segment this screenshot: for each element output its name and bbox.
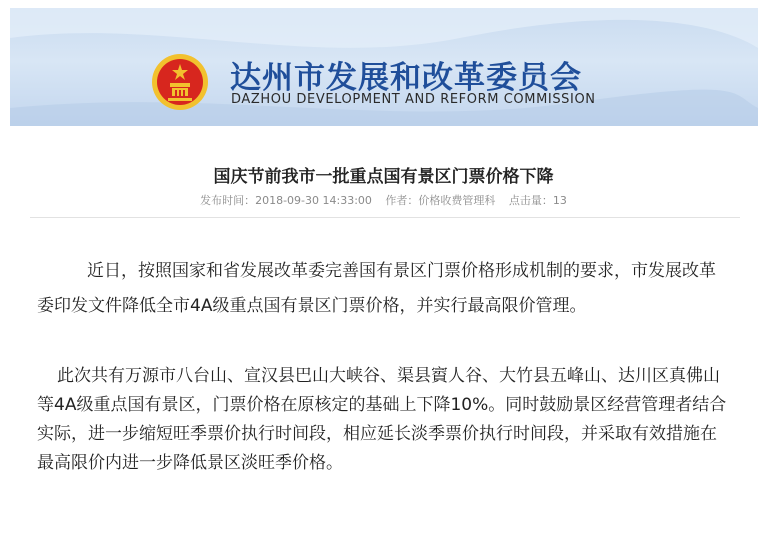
- org-name-cn: 达州市发展和改革委员会: [230, 60, 582, 96]
- view-count-value: 13: [552, 194, 567, 207]
- author-label: 作者：: [385, 194, 419, 207]
- org-name-en: DAZHOU DEVELOPMENT AND REFORM COMMISSION: [231, 92, 596, 107]
- publish-time-value: 2018-09-30 14:33:00: [255, 194, 372, 207]
- national-emblem-icon: [150, 52, 210, 112]
- author-value: 价格收费管理科: [418, 194, 496, 207]
- view-count-label: 点击量：: [508, 194, 553, 207]
- publish-time: [200, 194, 372, 207]
- view-count: [509, 194, 567, 207]
- article-paragraph-1: 近日，按照国家和省发展改革委完善国有景区门票价格形成机制的要求，市发展改革委印发文件降低全市4A级重点国有景区门票价格，并实行最高限价管理。: [37, 261, 716, 316]
- article-title: 国庆节前我市一批重点国有景区门票价格下降: [213, 167, 554, 187]
- title-divider: [30, 217, 740, 218]
- header-banner: [10, 8, 758, 126]
- author: [385, 194, 495, 207]
- article-paragraph-2: 此次共有万源市八台山、宣汉县巴山大峡谷、渠县賨人谷、大竹县五峰山、达川区真佛山等4A级重点国有景区，门票价格在原核定的基础上下降10%。同时鼓励景区经营管理者结合实际，进一步缩短旺季票价执行时间段，相应延长淡季票价执行时间段，并采取有效措施在最高限价内进一步降低景区淡旺季价格。: [37, 366, 727, 473]
- publish-time-label: 发布时间：: [200, 194, 256, 207]
- article-meta: [0, 192, 767, 208]
